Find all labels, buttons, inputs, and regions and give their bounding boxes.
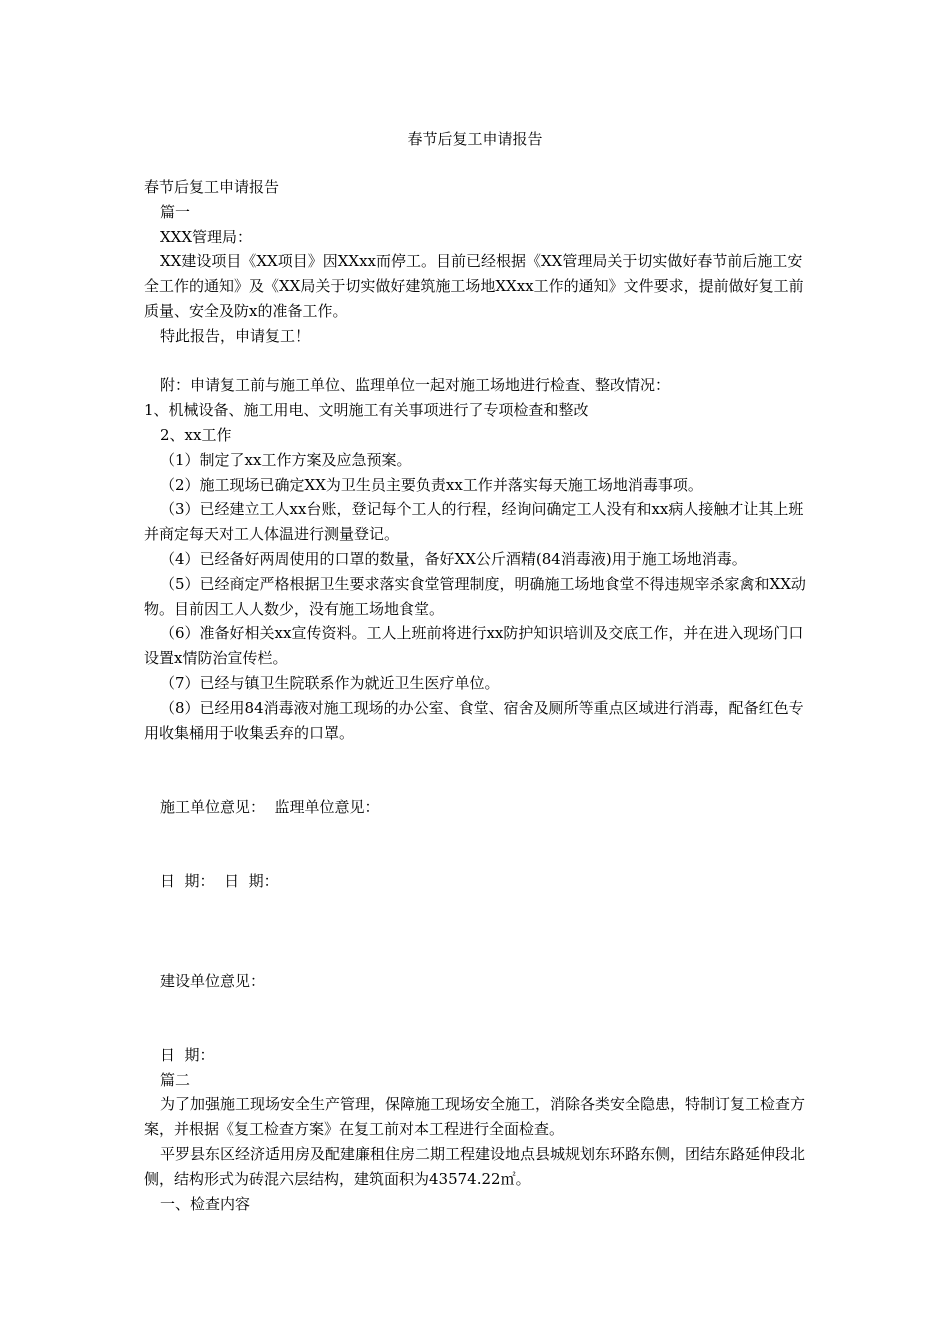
document-body [144, 175, 814, 1216]
contractor-supervisor-opinions: 施工单位意见： 监理单位意见： [160, 797, 380, 816]
opinion-dates: 日 期： 日 期： [160, 872, 279, 891]
owner-opinion-date: 日 期： [160, 1045, 215, 1064]
spacer [144, 993, 814, 1043]
part1-paragraph-2: 特此报告，申请复工！ [160, 326, 311, 345]
part1-label: 篇一 [160, 202, 191, 221]
sub-item-5: （5）已经商定严格根据卫生要求落实食堂管理制度，明确施工场地食堂不得违规宰杀家禽和XX动物。目前因工人人数少，没有施工场地食堂。 [144, 574, 806, 618]
document-title: 春节后复工申请报告 [407, 130, 543, 148]
sub-item-6: （6）准备好相关xx宣传资料。工人上班前将进行xx防护知识培训及交底工作，并在进入现场门口设置x情防治宣传栏。 [144, 624, 804, 668]
salutation: XXX管理局： [160, 227, 253, 246]
sub-item-1: （1）制定了xx工作方案及应急预案。 [160, 450, 412, 469]
sub-item-8: （8）已经用84消毒液对施工现场的办公室、食堂、宿舍及厕所等重点区域进行消毒，配备红色专用收集桶用于收集丢弃的口罩。 [144, 698, 804, 742]
sub-item-4: （4）已经备好两周使用的口罩的数量，备好XX公斤酒精(84消毒液)用于施工场地消毒。 [160, 549, 747, 568]
part1-paragraph-1: XX建设项目《XX项目》因XXxx而停工。目前已经根据《XX管理局关于切实做好春节前后施工安全工作的通知》及《XX局关于切实做好建筑施工场地XXxx工作的通知》文件要求，提前做好复工前质量、安全及防x的准备工作。 [144, 252, 804, 320]
spacer [144, 745, 814, 795]
part2-paragraph-2: 平罗县东区经济适用房及配建廉租住房二期工程建设地点县城规划东环路东侧，团结东路延伸段北侧，结构形式为砖混六层结构，建筑面积为43574.22㎡。 [144, 1145, 806, 1188]
section-heading-inspection: 一、检查内容 [160, 1194, 251, 1213]
list-item-1: 1、机械设备、施工用电、文明施工有关事项进行了专项检查和整改 [144, 401, 589, 420]
part2-label: 篇二 [160, 1070, 191, 1089]
spacer [144, 894, 814, 944]
spacer [144, 820, 814, 870]
spacer [144, 944, 814, 969]
sub-item-2: （2）施工现场已确定XX为卫生员主要负责xx工作并落实每天施工场地消毒事项。 [160, 475, 703, 494]
part2-paragraph-1: 为了加强施工现场安全生产管理，保障施工现场安全施工，消除各类安全隐患，特制订复工检查方案，并根据《复工检查方案》在复工前对本工程进行全面检查。 [144, 1095, 806, 1139]
document-heading: 春节后复工申请报告 [144, 178, 280, 196]
sub-item-7: （7）已经与镇卫生院联系作为就近卫生医疗单位。 [160, 673, 500, 692]
spacer [144, 349, 814, 374]
owner-opinion: 建设单位意见： [160, 971, 266, 990]
attachment-intro: 附：申请复工前与施工单位、监理单位一起对施工场地进行检查、整改情况： [160, 376, 671, 395]
sub-item-3: （3）已经建立工人xx台账，登记每个工人的行程，经询问确定工人没有和xx病人接触才让其上班并商定每天对工人体温进行测量登记。 [144, 500, 804, 544]
list-item-2: 2、xx工作 [160, 425, 232, 444]
